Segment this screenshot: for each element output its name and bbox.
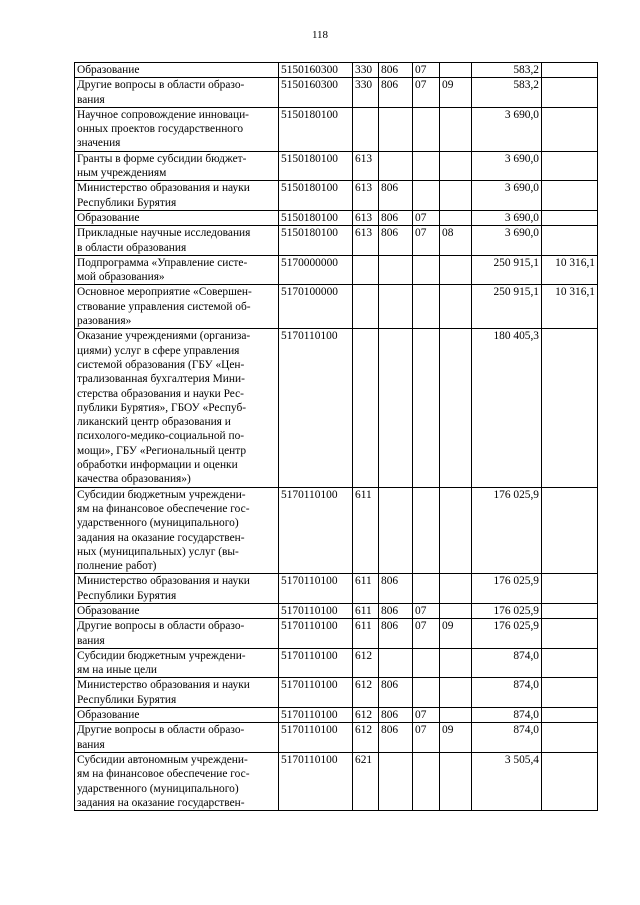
- subsection-code-cell: [440, 329, 472, 487]
- administrator-code-cell: 806: [379, 603, 413, 618]
- administrator-code-cell: [379, 487, 413, 574]
- subsection-code-cell: [440, 648, 472, 678]
- administrator-code-cell: 806: [379, 708, 413, 723]
- row-name-cell: Министерство образования и науки Республики Бурятия: [75, 181, 279, 211]
- subsection-code-cell: [440, 574, 472, 604]
- section-code-cell: [413, 255, 440, 285]
- table-row: [75, 487, 598, 574]
- subsection-code-cell: [440, 181, 472, 211]
- subsection-code-cell: 09: [440, 78, 472, 108]
- subsection-code-cell: [440, 708, 472, 723]
- table-row: [75, 708, 598, 723]
- target-article-code-cell: 5170110100: [279, 708, 353, 723]
- row-name-cell: Министерство образования и науки Республики Бурятия: [75, 574, 279, 604]
- administrator-code-cell: [379, 648, 413, 678]
- amount-cell: 583,2: [472, 63, 542, 78]
- target-article-code-cell: 5170110100: [279, 648, 353, 678]
- administrator-code-cell: [379, 255, 413, 285]
- target-article-code-cell: 5170100000: [279, 285, 353, 329]
- subsection-code-cell: [440, 752, 472, 810]
- target-article-code-cell: 5150180100: [279, 151, 353, 181]
- amount-extra-cell: [542, 619, 598, 649]
- subsection-code-cell: 09: [440, 723, 472, 753]
- table-body: [75, 63, 598, 811]
- expense-type-code-cell: [353, 329, 379, 487]
- expense-type-code-cell: 612: [353, 723, 379, 753]
- section-code-cell: 07: [413, 226, 440, 256]
- target-article-code-cell: 5170110100: [279, 603, 353, 618]
- amount-cell: 176 025,9: [472, 487, 542, 574]
- section-code-cell: 07: [413, 723, 440, 753]
- table-row: [75, 255, 598, 285]
- expense-type-code-cell: 611: [353, 574, 379, 604]
- expense-type-code-cell: 612: [353, 648, 379, 678]
- amount-cell: 176 025,9: [472, 603, 542, 618]
- section-code-cell: [413, 151, 440, 181]
- expense-type-code-cell: [353, 285, 379, 329]
- subsection-code-cell: [440, 255, 472, 285]
- administrator-code-cell: 806: [379, 63, 413, 78]
- amount-extra-cell: [542, 603, 598, 618]
- table-row: [75, 752, 598, 810]
- section-code-cell: 07: [413, 63, 440, 78]
- row-name-cell: Министерство образования и науки Республики Бурятия: [75, 678, 279, 708]
- target-article-code-cell: 5170110100: [279, 619, 353, 649]
- amount-extra-cell: [542, 210, 598, 225]
- section-code-cell: [413, 285, 440, 329]
- row-name-cell: Другие вопросы в области образо- вания: [75, 619, 279, 649]
- section-code-cell: 07: [413, 619, 440, 649]
- administrator-code-cell: 806: [379, 226, 413, 256]
- subsection-code-cell: 09: [440, 619, 472, 649]
- section-code-cell: [413, 329, 440, 487]
- row-name-cell: Образование: [75, 210, 279, 225]
- amount-cell: 180 405,3: [472, 329, 542, 487]
- amount-cell: 3 690,0: [472, 107, 542, 151]
- row-name-cell: Субсидии бюджетным учреждени- ям на финансовое обеспечение гос- ударственного (муниципального) задания на оказание государствен- ных (муниципальных) услуг (вы- полнение работ): [75, 487, 279, 574]
- administrator-code-cell: 806: [379, 210, 413, 225]
- administrator-code-cell: [379, 329, 413, 487]
- amount-extra-cell: [542, 107, 598, 151]
- amount-extra-cell: [542, 78, 598, 108]
- page-number: 118: [311, 29, 329, 41]
- section-code-cell: [413, 107, 440, 151]
- row-name-cell: Образование: [75, 603, 279, 618]
- row-name-cell: Субсидии бюджетным учреждени- ям на иные цели: [75, 648, 279, 678]
- row-name-cell: Субсидии автономным учреждени- ям на финансовое обеспечение гос- ударственного (муниципального) задания на оказание государствен-: [75, 752, 279, 810]
- subsection-code-cell: [440, 678, 472, 708]
- table-row: [75, 151, 598, 181]
- table-row: [75, 678, 598, 708]
- section-code-cell: [413, 574, 440, 604]
- table-row: [75, 226, 598, 256]
- subsection-code-cell: [440, 151, 472, 181]
- amount-extra-cell: [542, 181, 598, 211]
- expense-type-code-cell: 612: [353, 708, 379, 723]
- amount-extra-cell: 10 316,1: [542, 285, 598, 329]
- target-article-code-cell: 5150180100: [279, 107, 353, 151]
- amount-cell: 3 690,0: [472, 226, 542, 256]
- administrator-code-cell: [379, 285, 413, 329]
- table-row: [75, 210, 598, 225]
- target-article-code-cell: 5170110100: [279, 487, 353, 574]
- budget-table: [74, 62, 598, 811]
- target-article-code-cell: 5150160300: [279, 78, 353, 108]
- amount-cell: 3 690,0: [472, 181, 542, 211]
- expense-type-code-cell: 611: [353, 487, 379, 574]
- administrator-code-cell: 806: [379, 723, 413, 753]
- row-name-cell: Образование: [75, 63, 279, 78]
- expense-type-code-cell: 613: [353, 210, 379, 225]
- amount-extra-cell: [542, 648, 598, 678]
- amount-cell: 3 690,0: [472, 151, 542, 181]
- administrator-code-cell: 806: [379, 181, 413, 211]
- target-article-code-cell: 5170110100: [279, 678, 353, 708]
- amount-extra-cell: [542, 226, 598, 256]
- target-article-code-cell: 5150180100: [279, 210, 353, 225]
- target-article-code-cell: 5170110100: [279, 329, 353, 487]
- amount-cell: 176 025,9: [472, 574, 542, 604]
- amount-cell: 874,0: [472, 648, 542, 678]
- table-row: [75, 329, 598, 487]
- row-name-cell: Оказание учреждениями (организа- циями) услуг в сфере управления системой образования (ГБУ «Цен- трализованная бухгалтерия Мини- стерства образования и науки Рес- публики Бурятия», ГБОУ «Респуб- ликанский центр образования и психолого-медико-социальной по- мощи», ГБУ «Региональный центр обработки информации и оценки качества образования»): [75, 329, 279, 487]
- target-article-code-cell: 5150180100: [279, 181, 353, 211]
- table-row: [75, 648, 598, 678]
- expense-type-code-cell: [353, 255, 379, 285]
- amount-cell: 874,0: [472, 708, 542, 723]
- subsection-code-cell: [440, 210, 472, 225]
- amount-cell: 583,2: [472, 78, 542, 108]
- amount-cell: 3 690,0: [472, 210, 542, 225]
- amount-extra-cell: [542, 63, 598, 78]
- expense-type-code-cell: 330: [353, 78, 379, 108]
- target-article-code-cell: 5170110100: [279, 752, 353, 810]
- subsection-code-cell: 08: [440, 226, 472, 256]
- table-row: [75, 285, 598, 329]
- amount-cell: 250 915,1: [472, 285, 542, 329]
- table-row: [75, 603, 598, 618]
- amount-cell: 250 915,1: [472, 255, 542, 285]
- row-name-cell: Гранты в форме субсидии бюджет- ным учреждениям: [75, 151, 279, 181]
- expense-type-code-cell: 330: [353, 63, 379, 78]
- amount-extra-cell: [542, 329, 598, 487]
- subsection-code-cell: [440, 285, 472, 329]
- table-row: [75, 574, 598, 604]
- table-row: [75, 181, 598, 211]
- expense-type-code-cell: 621: [353, 752, 379, 810]
- subsection-code-cell: [440, 487, 472, 574]
- amount-extra-cell: [542, 574, 598, 604]
- subsection-code-cell: [440, 603, 472, 618]
- amount-extra-cell: 10 316,1: [542, 255, 598, 285]
- table-row: [75, 78, 598, 108]
- table-row: [75, 107, 598, 151]
- target-article-code-cell: 5150180100: [279, 226, 353, 256]
- expense-type-code-cell: 611: [353, 603, 379, 618]
- row-name-cell: Прикладные научные исследования в области образования: [75, 226, 279, 256]
- amount-cell: 176 025,9: [472, 619, 542, 649]
- target-article-code-cell: 5170000000: [279, 255, 353, 285]
- target-article-code-cell: 5170110100: [279, 723, 353, 753]
- section-code-cell: [413, 752, 440, 810]
- expense-type-code-cell: 613: [353, 181, 379, 211]
- target-article-code-cell: 5150160300: [279, 63, 353, 78]
- section-code-cell: 07: [413, 78, 440, 108]
- row-name-cell: Основное мероприятие «Совершен- ствование управления системой об- разования»: [75, 285, 279, 329]
- expense-type-code-cell: 613: [353, 151, 379, 181]
- subsection-code-cell: [440, 107, 472, 151]
- administrator-code-cell: [379, 752, 413, 810]
- administrator-code-cell: 806: [379, 574, 413, 604]
- table-row: [75, 723, 598, 753]
- target-article-code-cell: 5170110100: [279, 574, 353, 604]
- row-name-cell: Другие вопросы в области образо- вания: [75, 78, 279, 108]
- row-name-cell: Другие вопросы в области образо- вания: [75, 723, 279, 753]
- amount-extra-cell: [542, 708, 598, 723]
- expense-type-code-cell: 611: [353, 619, 379, 649]
- amount-extra-cell: [542, 487, 598, 574]
- row-name-cell: Образование: [75, 708, 279, 723]
- amount-extra-cell: [542, 678, 598, 708]
- amount-extra-cell: [542, 752, 598, 810]
- expense-type-code-cell: [353, 107, 379, 151]
- amount-cell: 874,0: [472, 678, 542, 708]
- section-code-cell: [413, 678, 440, 708]
- administrator-code-cell: 806: [379, 78, 413, 108]
- expense-type-code-cell: 612: [353, 678, 379, 708]
- section-code-cell: [413, 487, 440, 574]
- administrator-code-cell: 806: [379, 678, 413, 708]
- section-code-cell: [413, 181, 440, 211]
- administrator-code-cell: [379, 107, 413, 151]
- table-row: [75, 619, 598, 649]
- administrator-code-cell: 806: [379, 619, 413, 649]
- amount-extra-cell: [542, 723, 598, 753]
- amount-extra-cell: [542, 151, 598, 181]
- table-row: [75, 63, 598, 78]
- section-code-cell: 07: [413, 603, 440, 618]
- section-code-cell: 07: [413, 708, 440, 723]
- administrator-code-cell: [379, 151, 413, 181]
- row-name-cell: Подпрограмма «Управление систе- мой образования»: [75, 255, 279, 285]
- subsection-code-cell: [440, 63, 472, 78]
- row-name-cell: Научное сопровождение инноваци- онных проектов государственного значения: [75, 107, 279, 151]
- expense-type-code-cell: 613: [353, 226, 379, 256]
- amount-cell: 3 505,4: [472, 752, 542, 810]
- amount-cell: 874,0: [472, 723, 542, 753]
- section-code-cell: [413, 648, 440, 678]
- section-code-cell: 07: [413, 210, 440, 225]
